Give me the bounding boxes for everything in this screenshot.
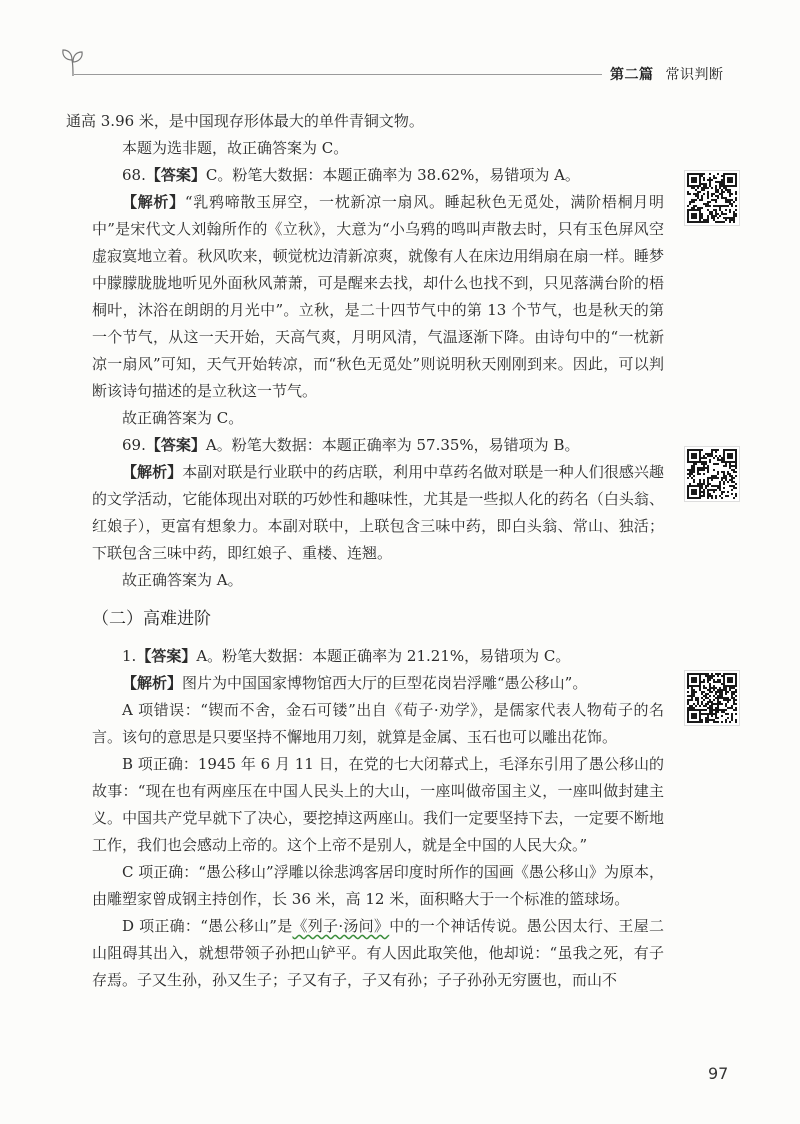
answer-tag: 【答案】: [136, 647, 197, 665]
option-a: A 项错误：“锲而不舍，金石可镂”出自《荀子·劝学》，是儒家代表人物荀子的名言。该句的意思是只要坚持不懈地用刀刻，就算是金属、玉石也可以雕出花饰。: [92, 701, 664, 746]
conclusion: 故正确答案为 C。: [122, 409, 244, 427]
analysis-paragraph: [92, 459, 664, 567]
analysis-text: “乳鸦啼散玉屏空，一枕新凉一扇风。睡起秋色无觅处，满阶梧桐月明中”是宋代文人刘翰所作的《立秋》，大意为“小乌鸦的鸣叫声散去时，只有玉色屏风空虚寂寞地立着。秋风吹来，顿觉枕边清新凉爽，就像有人在床边用绢扇在扇一样。睡梦中朦朦胧胧地听见外面秋风萧萧，可是醒来去找，却什么也找不到，只见落满台阶的梧桐叶，沐浴在朗朗的月光中”。立秋，是二十四节气中的第 13 个节气，也是秋天的第一个节气，从这一天开始，天高气爽，月明风清，气温逐渐下降。由诗句中的“一枕新凉一扇风”可知，天气开始转凉，而“秋色无觅处”则说明秋天刚刚到来。因此，可以判断该诗句描述的是立秋这一节气。: [92, 193, 664, 400]
section-title: （二）高难进阶: [92, 609, 211, 629]
question-number: 68.: [122, 166, 146, 184]
analysis-tag: 【解析】: [122, 674, 183, 692]
question-number: 69.: [122, 436, 146, 454]
analysis-text: 本副对联是行业联中的药店联，利用中草药名做对联是一种人们很感兴趣的文学活动，它能体现出对联的巧妙性和趣味性，尤其是一些拟人化的药名（白头翁、红娘子），更富有想象力。本副对联中，上联包含三味中药，即白头翁、常山、独活；下联包含三味中药，即红娘子、重楼、连翘。: [92, 463, 664, 562]
header-part: 第二篇: [610, 67, 654, 83]
answer-line: [92, 162, 664, 189]
option-d-prefix: D 项正确：“愚公移山”是: [122, 917, 293, 935]
qr-code-icon[interactable]: [684, 170, 740, 226]
question-number: 1.: [122, 647, 137, 665]
option-b: B 项正确：1945 年 6 月 11 日，在党的七大闭幕式上，毛泽东引用了愚公移山的故事：“现在也有两座压在中国人民头上的大山，一座叫做帝国主义，一座叫做封建主义。中国共产党早就下了决心，要挖掉这两座山。我们一定要坚持下去，一定要不断地工作，我们也会感动上帝的。这个上帝不是别人，就是全中国的人民大众。”: [92, 755, 664, 854]
option-d-suffix: 中的一个神话传说。愚公因太行、王屋二山阻碍其出入，就想带领子孙把山铲平。有人因此取笑他，他却说：“虽我之死，有子存焉。子又生孙，孙又生子；子又有子，子又有孙；子子孙孙无穷匮也，而山不: [92, 917, 664, 989]
analysis-paragraph: [92, 670, 664, 697]
paragraph: 本题为选非题，故正确答案为 C。: [122, 139, 349, 157]
sprout-icon: [60, 44, 86, 78]
option-d: [92, 913, 664, 994]
page-body: [66, 108, 664, 994]
answer-text: C。粉笔大数据：本题正确率为 38.62%，易错项为 A。: [205, 166, 580, 184]
header-title: [610, 64, 724, 84]
answer-tag: 【答案】: [145, 436, 206, 454]
paragraph: 通高 3.96 米，是中国现存形体最大的单件青铜文物。: [66, 112, 424, 130]
page-number: 97: [708, 1064, 729, 1083]
source-citation: 《列子·汤问》: [292, 917, 390, 935]
answer-text: A。粉笔大数据：本题正确率为 57.35%，易错项为 B。: [205, 436, 580, 454]
conclusion: 故正确答案为 A。: [122, 571, 243, 589]
header-rule: [74, 74, 602, 75]
analysis-paragraph: [92, 189, 664, 405]
analysis-tag: 【解析】: [122, 193, 185, 211]
qr-code-icon[interactable]: [684, 670, 740, 726]
option-c: C 项正确：“愚公移山”浮雕以徐悲鸿客居印度时所作的国画《愚公移山》为原本，由雕塑家曾成钢主持创作，长 36 米，高 12 米，面积略大于一个标准的篮球场。: [92, 863, 664, 908]
analysis-text: 图片为中国国家博物馆西大厅的巨型花岗岩浮雕“愚公移山”。: [182, 674, 588, 692]
answer-tag: 【答案】: [145, 166, 206, 184]
page-header: [60, 44, 750, 84]
answer-line: [92, 432, 664, 459]
answer-line: [92, 643, 664, 670]
header-chapter: 常识判断: [665, 67, 724, 83]
answer-text: A。粉笔大数据：本题正确率为 21.21%，易错项为 C。: [196, 647, 571, 665]
qr-code-icon[interactable]: [684, 446, 740, 502]
analysis-tag: 【解析】: [122, 463, 183, 481]
